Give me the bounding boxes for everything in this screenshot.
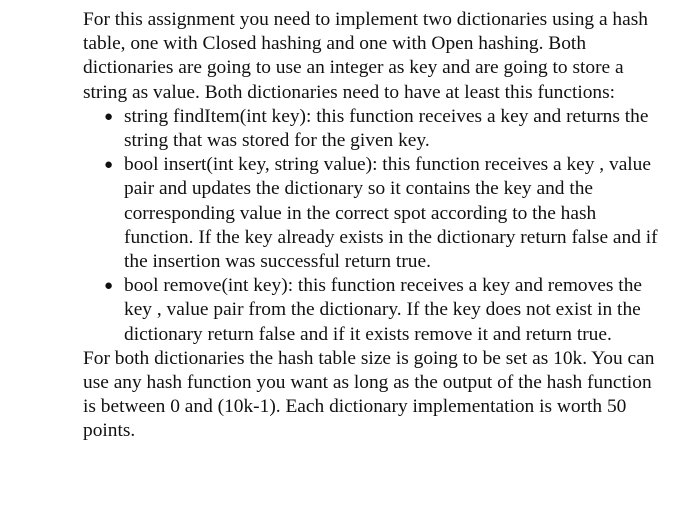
list-item-insert <box>83 153 663 274</box>
bullet-dot-icon: ● <box>104 108 114 125</box>
bullet-dot-icon: ● <box>104 157 114 174</box>
intro-paragraph: For this assignment you need to implement two dictionaries using a hash table, one with Closed hashing and one with Open hashing. Both dictionaries are going to use an integer as key and are going to store a string as value. Both dictionaries need to have at least this functions: <box>83 9 648 103</box>
outro-paragraph: For both dictionaries the hash table size is going to be set as 10k. You can use any hash function you want as long as the output of the hash function is between 0 and (10k-1). Each dictionary implementation is worth 50 points. <box>83 347 655 442</box>
list-item-remove <box>83 274 663 347</box>
list-item-text: bool insert(int key, string value): this function receives a key , value pair and updates the dictionary so it contains the key and the corresponding value in the correct spot according to the hash function. If the key already exists in the dictionary return false and if the insertion was successful return true. <box>124 154 658 273</box>
list-item-find-item <box>83 105 663 153</box>
list-item-text: string findItem(int key): this function receives a key and returns the string that was stored for the given key. <box>124 105 649 152</box>
bullet-dot-icon: ● <box>104 278 114 295</box>
list-item-text: bool remove(int key): this function receives a key and removes the key , value pair from the dictionary. If the key does not exist in the dictionary return false and if it exists remove it and return true. <box>124 275 642 345</box>
assignment-document <box>83 8 663 444</box>
function-list <box>83 105 663 347</box>
